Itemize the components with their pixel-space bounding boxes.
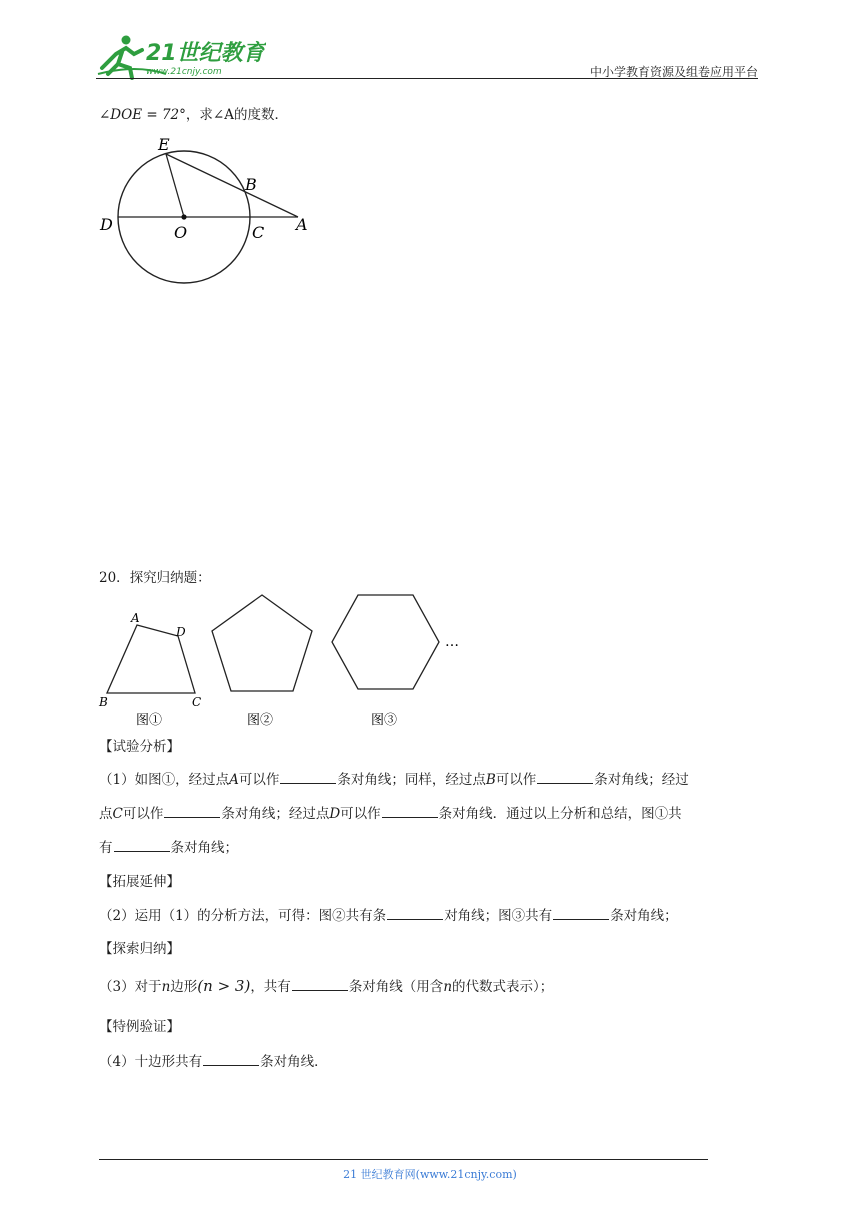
var-n: n (443, 979, 453, 995)
label-a: A (296, 215, 308, 234)
text-span: 可以作 (495, 772, 537, 788)
segment-eo (166, 154, 184, 217)
text-span: ，共有 (250, 979, 291, 995)
q19-question: ，求∠A的度数． (185, 107, 288, 123)
section-head-verification: 【特例验证】 (99, 1019, 180, 1035)
label-b: B (245, 175, 257, 194)
q20-heading (99, 568, 211, 588)
quad-label-c: C (192, 695, 202, 709)
q20-number: 20． (99, 570, 130, 586)
q20-part1-line3 (99, 837, 238, 858)
text-span: 可以作 (340, 806, 381, 822)
section-head-experiment: 【试验分析】 (99, 739, 180, 755)
text-span: （2）运用（1）的分析方法，可得：图②共有条 (99, 908, 387, 924)
segment-ea (166, 154, 298, 217)
text-span: 条对角线（用含 (348, 979, 444, 995)
q20-part2-line (99, 905, 678, 926)
text-span: 点 (99, 806, 113, 822)
site-logo (96, 34, 266, 80)
text-span: （1）如图①，经过点 (99, 772, 230, 788)
var-d: D (329, 806, 341, 822)
section-head-extension: 【拓展延伸】 (99, 874, 180, 890)
svg-text:21世纪教育: 21世纪教育 (146, 41, 265, 66)
text-span: （4）十边形共有 (99, 1054, 203, 1070)
q19-condition (99, 105, 288, 125)
text-span: 有 (99, 840, 113, 856)
label-e: E (158, 135, 170, 154)
caption-fig1: 图① (136, 713, 163, 728)
caption-fig3: 图③ (371, 713, 398, 728)
text-span: 条对角线； (170, 840, 238, 856)
var-b: B (485, 772, 496, 788)
pentagon (212, 595, 312, 691)
answer-blank-fig2[interactable] (387, 905, 443, 920)
text-span: 条对角线；经过 (594, 772, 689, 788)
text-span: 可以作 (122, 806, 164, 822)
text-span: 条对角线；同样，经过点 (337, 772, 486, 788)
answer-blank-decagon[interactable] (203, 1051, 259, 1066)
answer-blank-b[interactable] (537, 769, 593, 784)
ellipsis: … (445, 634, 459, 650)
section-head-induction: 【探索归纳】 (99, 941, 180, 957)
caption-fig2: 图② (247, 713, 274, 728)
q20-part1-line2 (99, 803, 682, 824)
header-divider (96, 78, 758, 79)
q20-part3-line (99, 976, 553, 997)
answer-blank-fig3[interactable] (553, 905, 609, 920)
answer-blank-formula[interactable] (292, 976, 348, 991)
platform-name: 中小学教育资源及组卷应用平台 (589, 65, 758, 79)
text-span: 条对角线．通过以上分析和总结，图①共 (438, 806, 682, 822)
quad-label-d: D (176, 625, 186, 639)
var-n: n (161, 979, 171, 995)
text-span: 对角线；图③共有 (444, 908, 553, 924)
label-d: D (100, 215, 113, 234)
page-header (96, 30, 758, 80)
center-point (181, 214, 186, 219)
logo-runner-icon (96, 34, 266, 80)
text-span: 条对角线； (610, 908, 678, 924)
hexagon (332, 595, 439, 689)
quad-label-a: A (131, 611, 140, 625)
condition-n: (n > 3) (197, 977, 251, 995)
text-span: 条对角线；经过点 (221, 806, 330, 822)
polygon-figures (95, 588, 475, 738)
var-c: C (112, 806, 123, 822)
q20-title: 探究归纳题： (129, 570, 211, 586)
answer-blank-d[interactable] (382, 803, 438, 818)
label-c: C (252, 223, 265, 242)
text-span: 可以作 (238, 772, 280, 788)
text-span: 条对角线． (260, 1054, 328, 1070)
text-span: 的代数式表示）； (452, 979, 554, 995)
angle-expression: ∠DOE = 72° (99, 107, 186, 123)
q20-part1-line1 (99, 769, 689, 790)
svg-text:www.21cnjy.com: www.21cnjy.com (146, 67, 222, 77)
footer-source[interactable]: 21 世纪教育网(www.21cnjy.com) (343, 1168, 517, 1181)
quad-label-b: B (99, 695, 108, 709)
answer-blank-a[interactable] (280, 769, 336, 784)
q20-part4-line (99, 1051, 328, 1072)
label-o: O (174, 223, 188, 242)
var-a: A (229, 772, 239, 788)
text-span: （3）对于 (99, 979, 162, 995)
answer-blank-total[interactable] (114, 837, 170, 852)
text-span: 边形 (170, 979, 198, 995)
answer-blank-c[interactable] (164, 803, 220, 818)
footer-divider (99, 1159, 708, 1160)
circle-figure (98, 132, 318, 292)
